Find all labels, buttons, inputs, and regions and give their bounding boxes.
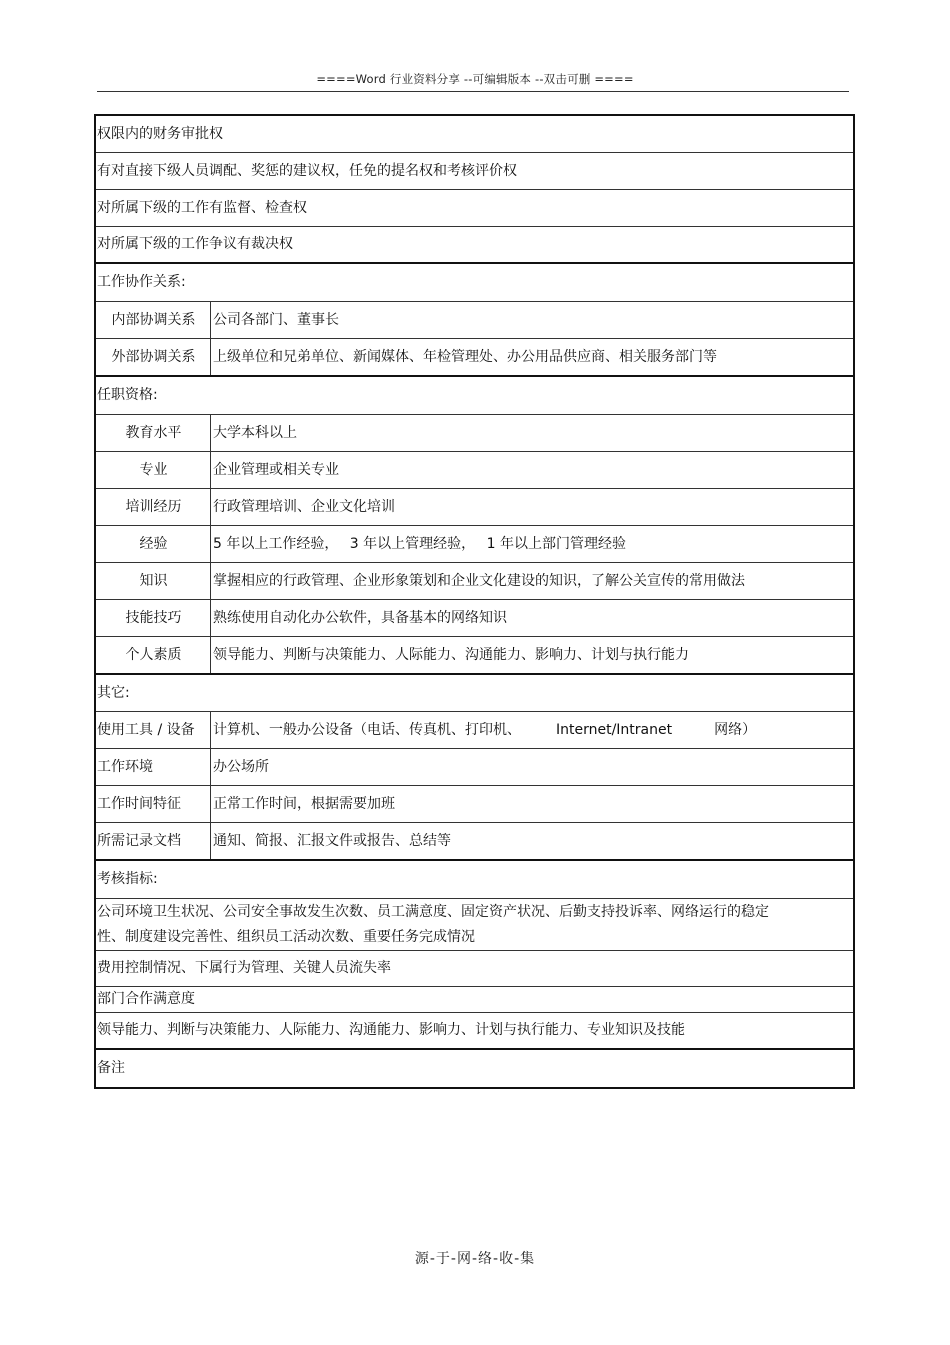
row-label: 个人素质 bbox=[96, 637, 211, 673]
page-footer: 源-于-网-络-收-集 bbox=[414, 1251, 536, 1267]
job-description-table bbox=[94, 114, 855, 1089]
row-value: 大学本科以上 bbox=[213, 424, 297, 441]
qualification-row bbox=[96, 415, 853, 452]
section-title: 工作协作关系: bbox=[97, 274, 186, 290]
qualifications-section-title bbox=[96, 377, 853, 415]
authority-row bbox=[96, 153, 853, 190]
assessment-section-title bbox=[96, 861, 853, 899]
row-label: 经验 bbox=[96, 526, 211, 562]
authority-text: 有对直接下级人员调配、奖惩的建议权，任免的提名权和考核评价权 bbox=[97, 162, 517, 179]
page-header: ====Word 行业资料分享 --可编辑版本 --双击可删 ==== bbox=[316, 72, 634, 86]
assessment-text: 领导能力、判断与决策能力、人际能力、沟通能力、影响力、计划与执行能力、专业知识及技能 bbox=[97, 1022, 685, 1038]
section-title: 考核指标: bbox=[97, 871, 158, 887]
row-value: 公司各部门、董事长 bbox=[213, 311, 339, 328]
row-label: 培训经历 bbox=[96, 489, 211, 525]
assessment-text: 部门合作满意度 bbox=[97, 991, 195, 1007]
others-row bbox=[96, 749, 853, 786]
row-label: 外部协调关系 bbox=[96, 339, 211, 375]
row-label: 使用工具 / 设备 bbox=[96, 712, 211, 748]
row-value: 正常工作时间，根据需要加班 bbox=[213, 795, 395, 812]
remarks-row bbox=[96, 1050, 853, 1087]
row-label: 技能技巧 bbox=[96, 600, 211, 636]
cooperation-row bbox=[96, 339, 853, 377]
authority-row bbox=[96, 190, 853, 227]
qualification-row bbox=[96, 600, 853, 637]
row-value: 掌握相应的行政管理、企业形象策划和企业文化建设的知识，了解公关宣传的常用做法 bbox=[213, 572, 745, 589]
authority-row bbox=[96, 116, 853, 153]
authority-text: 权限内的财务审批权 bbox=[97, 125, 223, 142]
cooperation-row bbox=[96, 302, 853, 339]
qualification-row bbox=[96, 489, 853, 526]
authority-text: 对所属下级的工作有监督、检查权 bbox=[97, 199, 307, 216]
assessment-text: 公司环境卫生状况、公司安全事故发生次数、员工满意度、固定资产状况、后勤支持投诉率、网络运行的稳定性、制度建设完善性、组织员工活动次数、重要任务完成情况 bbox=[97, 903, 769, 945]
row-label: 教育水平 bbox=[96, 415, 211, 451]
row-label: 专业 bbox=[96, 452, 211, 488]
assessment-text: 费用控制情况、下属行为管理、关键人员流失率 bbox=[97, 960, 391, 976]
section-title: 其它: bbox=[97, 684, 130, 701]
row-value: 办公场所 bbox=[213, 758, 269, 775]
row-label: 内部协调关系 bbox=[96, 302, 211, 338]
assessment-row bbox=[96, 987, 853, 1013]
row-value: 领导能力、判断与决策能力、人际能力、沟通能力、影响力、计划与执行能力 bbox=[213, 646, 689, 663]
row-value: 上级单位和兄弟单位、新闻媒体、年检管理处、办公用品供应商、相关服务部门等 bbox=[213, 348, 717, 365]
others-section-title bbox=[96, 675, 853, 712]
qualification-row bbox=[96, 563, 853, 600]
assessment-row bbox=[96, 899, 853, 951]
section-title: 任职资格: bbox=[97, 387, 158, 403]
row-label: 所需记录文档 bbox=[96, 823, 211, 859]
row-label: 工作环境 bbox=[96, 749, 211, 785]
authority-text: 对所属下级的工作争议有裁决权 bbox=[97, 236, 293, 252]
row-label: 知识 bbox=[96, 563, 211, 599]
qualification-row bbox=[96, 452, 853, 489]
qualification-row bbox=[96, 637, 853, 675]
others-row bbox=[96, 823, 853, 861]
others-row bbox=[96, 786, 853, 823]
row-value: 行政管理培训、企业文化培训 bbox=[213, 498, 395, 515]
remarks-label: 备注 bbox=[97, 1060, 125, 1076]
row-value: 通知、简报、汇报文件或报告、总结等 bbox=[213, 832, 451, 849]
row-value: 企业管理或相关专业 bbox=[213, 461, 339, 478]
assessment-row bbox=[96, 951, 853, 987]
qualification-row bbox=[96, 526, 853, 563]
row-value: 熟练使用自动化办公软件，具备基本的网络知识 bbox=[213, 609, 507, 626]
header-divider bbox=[97, 91, 849, 92]
row-value: 计算机、一般办公设备（电话、传真机、打印机、 Internet/Intranet 网络） bbox=[213, 721, 757, 738]
cooperation-section-title bbox=[96, 264, 853, 302]
row-label: 工作时间特征 bbox=[96, 786, 211, 822]
others-row bbox=[96, 712, 853, 749]
assessment-row bbox=[96, 1013, 853, 1050]
row-value: 5 年以上工作经验， 3 年以上管理经验， 1 年以上部门管理经验 bbox=[213, 535, 626, 552]
authority-row bbox=[96, 227, 853, 264]
